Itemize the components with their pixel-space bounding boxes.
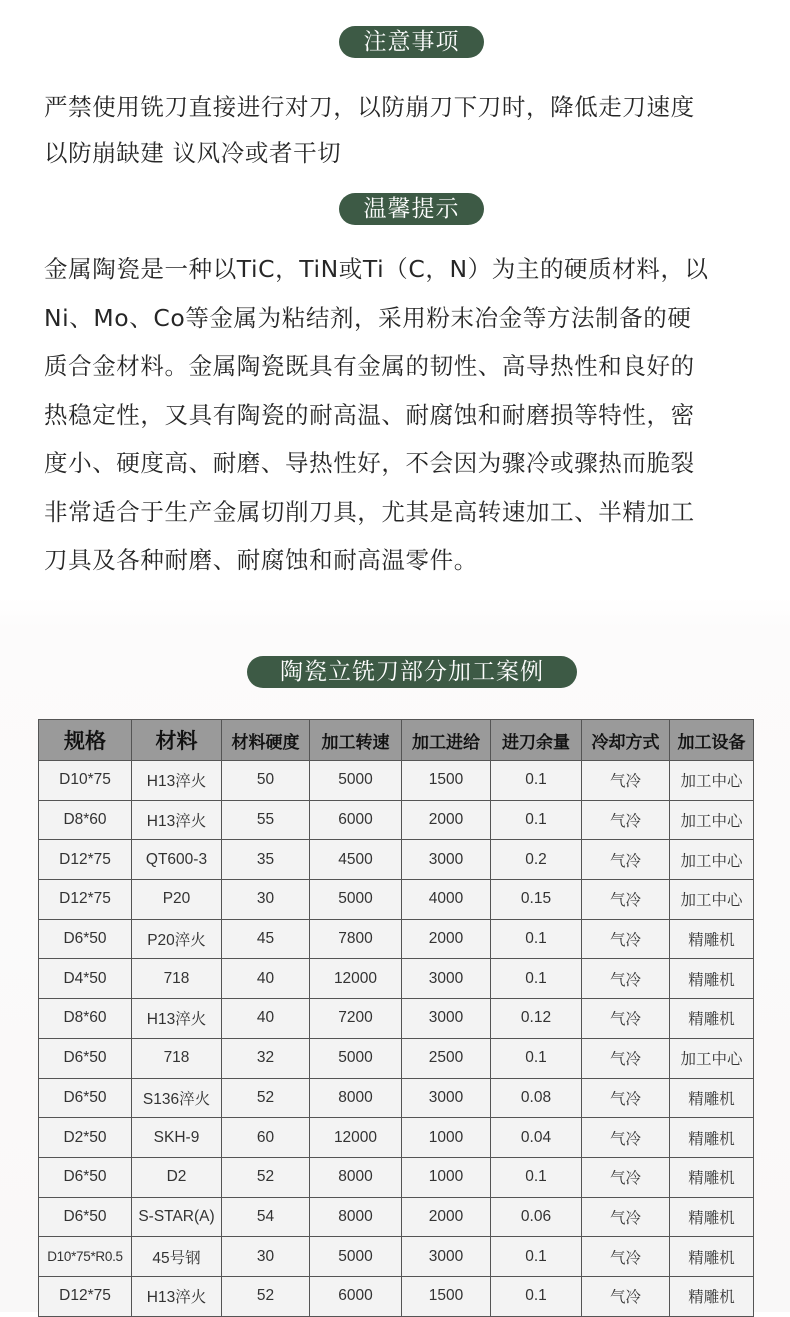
table-cell: H13淬火: [132, 999, 222, 1039]
table-row: [39, 840, 754, 880]
table-cell: D12*75: [39, 1276, 132, 1316]
table-cell: 精雕机: [670, 1237, 754, 1277]
table-cell: 52: [222, 1078, 310, 1118]
table-cell: 气冷: [582, 761, 670, 801]
table-row: [39, 1038, 754, 1078]
table-row: [39, 880, 754, 920]
table-header-cell: 冷却方式: [582, 720, 670, 761]
table-row: [39, 959, 754, 999]
table-cell: SKH-9: [132, 1118, 222, 1158]
table-header-cell: 加工设备: [670, 720, 754, 761]
table-cell: 32: [222, 1038, 310, 1078]
table-cell: 加工中心: [670, 840, 754, 880]
tips-line: 质合金材料。金属陶瓷既具有金属的韧性、高导热性和良好的: [44, 352, 695, 380]
table-cell: 3000: [402, 959, 491, 999]
table-cell: 7800: [310, 919, 402, 959]
table-cell: 12000: [310, 959, 402, 999]
table-cell: 0.1: [491, 1038, 582, 1078]
table-cell: 气冷: [582, 999, 670, 1039]
table-cell: P20: [132, 880, 222, 920]
table-cell: 1000: [402, 1118, 491, 1158]
table-cell: 气冷: [582, 880, 670, 920]
table-cell: 精雕机: [670, 1197, 754, 1237]
table-row: [39, 1276, 754, 1316]
table-header-row: [39, 720, 754, 761]
table-cell: 加工中心: [670, 1038, 754, 1078]
table-cell: 35: [222, 840, 310, 880]
table-row: [39, 800, 754, 840]
table-cell: 6000: [310, 800, 402, 840]
table-cell: 45: [222, 919, 310, 959]
table-cell: D6*50: [39, 1197, 132, 1237]
table-cell: 0.1: [491, 959, 582, 999]
table-cell: 718: [132, 959, 222, 999]
table-cell: 精雕机: [670, 1078, 754, 1118]
table-cell: 45号钢: [132, 1237, 222, 1277]
table-cell: D12*75: [39, 840, 132, 880]
table-cell: 60: [222, 1118, 310, 1158]
table-cell: 52: [222, 1276, 310, 1316]
table-cell: 4000: [402, 880, 491, 920]
table-cell: QT600-3: [132, 840, 222, 880]
table-cell: 0.04: [491, 1118, 582, 1158]
table-cell: 30: [222, 880, 310, 920]
table-cell: 0.1: [491, 1237, 582, 1277]
table-cell: H13淬火: [132, 761, 222, 801]
table-cell: 5000: [310, 1038, 402, 1078]
table-row: [39, 999, 754, 1039]
tips-line: 非常适合于生产金属切削刀具，尤其是高转速加工、半精加工: [44, 497, 695, 526]
table-cell: D12*75: [39, 880, 132, 920]
table-cell: 54: [222, 1197, 310, 1237]
table-cell: D8*60: [39, 999, 132, 1039]
table-cell: 5000: [310, 1237, 402, 1277]
tips-line: 度小、硬度高、耐磨、导热性好，不会因为骤冷或骤热而脆裂: [44, 449, 695, 477]
table-cell: 加工中心: [670, 800, 754, 840]
tips-paragraph: [44, 245, 764, 585]
table-cell: H13淬火: [132, 800, 222, 840]
table-cell: 5000: [310, 880, 402, 920]
table-cell: D2: [132, 1157, 222, 1197]
table-row: [39, 761, 754, 801]
tips-line: 热稳定性，又具有陶瓷的耐高温、耐腐蚀和耐磨损等特性，密: [44, 400, 695, 429]
table-cell: 0.1: [491, 1276, 582, 1316]
table-cell: 气冷: [582, 1038, 670, 1078]
table-cell: D4*50: [39, 959, 132, 999]
tips-line: 刀具及各种耐磨、耐腐蚀和耐高温零件。: [44, 546, 478, 574]
table-cell: 8000: [310, 1197, 402, 1237]
table-cell: 1500: [402, 1276, 491, 1316]
table-cell: 0.1: [491, 761, 582, 801]
table-cell: 3000: [402, 840, 491, 880]
table-cell: 2000: [402, 919, 491, 959]
table-cell: 气冷: [582, 1197, 670, 1237]
table-row: [39, 1078, 754, 1118]
table-cell: 气冷: [582, 959, 670, 999]
table-cell: 3000: [402, 1237, 491, 1277]
table-cell: 加工中心: [670, 880, 754, 920]
table-cell: 气冷: [582, 1276, 670, 1316]
table-header-cell: 加工转速: [310, 720, 402, 761]
table-cell: 2000: [402, 800, 491, 840]
table-header-cell: 加工进给: [402, 720, 491, 761]
table-cell: D6*50: [39, 919, 132, 959]
table-cell: 气冷: [582, 1237, 670, 1277]
table-cell: 精雕机: [670, 959, 754, 999]
table-cell: 0.1: [491, 919, 582, 959]
table-cell: 1500: [402, 761, 491, 801]
cases-title-pill: 陶瓷立铣刀部分加工案例: [247, 656, 577, 688]
table-cell: 精雕机: [670, 1118, 754, 1158]
table-cell: D6*50: [39, 1157, 132, 1197]
table-cell: P20淬火: [132, 919, 222, 959]
table-cell: 0.1: [491, 800, 582, 840]
table-cell: 30: [222, 1237, 310, 1277]
table-row: [39, 1118, 754, 1158]
table-cell: D10*75*R0.5: [39, 1237, 132, 1277]
table-cell: 气冷: [582, 840, 670, 880]
table-cell: S136淬火: [132, 1078, 222, 1118]
table-cell: 0.2: [491, 840, 582, 880]
table-cell: 0.06: [491, 1197, 582, 1237]
table-cell: 精雕机: [670, 1276, 754, 1316]
table-cell: 气冷: [582, 1157, 670, 1197]
table-cell: D6*50: [39, 1038, 132, 1078]
table-cell: 8000: [310, 1157, 402, 1197]
table-cell: 3000: [402, 999, 491, 1039]
table-cell: 0.15: [491, 880, 582, 920]
table-header-cell: 材料: [132, 720, 222, 761]
table-cell: 气冷: [582, 919, 670, 959]
table-cell: 4500: [310, 840, 402, 880]
table-cell: 气冷: [582, 1078, 670, 1118]
table-cell: 气冷: [582, 1118, 670, 1158]
table-header-cell: 进刀余量: [491, 720, 582, 761]
tips-line: Ni、Mo、Co等金属为粘结剂，采用粉末冶金等方法制备的硬: [44, 303, 692, 332]
table-cell: 718: [132, 1038, 222, 1078]
table-cell: 52: [222, 1157, 310, 1197]
table-cell: 6000: [310, 1276, 402, 1316]
tips-line: 金属陶瓷是一种以TiC，TiN或Ti（C，N）为主的硬质材料，以: [44, 255, 709, 283]
table-cell: 气冷: [582, 800, 670, 840]
table-cell: D8*60: [39, 800, 132, 840]
table-cell: 精雕机: [670, 999, 754, 1039]
table-row: [39, 1157, 754, 1197]
cases-table: [38, 719, 754, 1317]
table-cell: 2500: [402, 1038, 491, 1078]
table-cell: 50: [222, 761, 310, 801]
table-cell: 0.1: [491, 1157, 582, 1197]
table-cell: 0.08: [491, 1078, 582, 1118]
table-cell: 7200: [310, 999, 402, 1039]
table-cell: 55: [222, 800, 310, 840]
table-cell: D2*50: [39, 1118, 132, 1158]
table-cell: 8000: [310, 1078, 402, 1118]
table-cell: D10*75: [39, 761, 132, 801]
notice-line: 以防崩缺建 议风冷或者干切: [44, 139, 342, 167]
table-cell: 1000: [402, 1157, 491, 1197]
table-cell: 2000: [402, 1197, 491, 1237]
table-cell: 5000: [310, 761, 402, 801]
notice-paragraph: [44, 84, 764, 176]
table-cell: 精雕机: [670, 1157, 754, 1197]
table-cell: 3000: [402, 1078, 491, 1118]
table-cell: 40: [222, 959, 310, 999]
table-cell: 40: [222, 999, 310, 1039]
table-cell: D6*50: [39, 1078, 132, 1118]
notice-title-pill: 注意事项: [339, 26, 484, 58]
table-row: [39, 1237, 754, 1277]
table-cell: 加工中心: [670, 761, 754, 801]
table-row: [39, 1197, 754, 1237]
table-cell: 精雕机: [670, 919, 754, 959]
table-cell: H13淬火: [132, 1276, 222, 1316]
tips-title-pill: 温馨提示: [339, 193, 484, 225]
table-cell: S-STAR(A): [132, 1197, 222, 1237]
table-cell: 0.12: [491, 999, 582, 1039]
table-header-cell: 规格: [39, 720, 132, 761]
table-header-cell: 材料硬度: [222, 720, 310, 761]
table-cell: 12000: [310, 1118, 402, 1158]
notice-line: 严禁使用铣刀直接进行对刀，以防崩刀下刀时，降低走刀速度: [44, 93, 695, 121]
table-row: [39, 919, 754, 959]
